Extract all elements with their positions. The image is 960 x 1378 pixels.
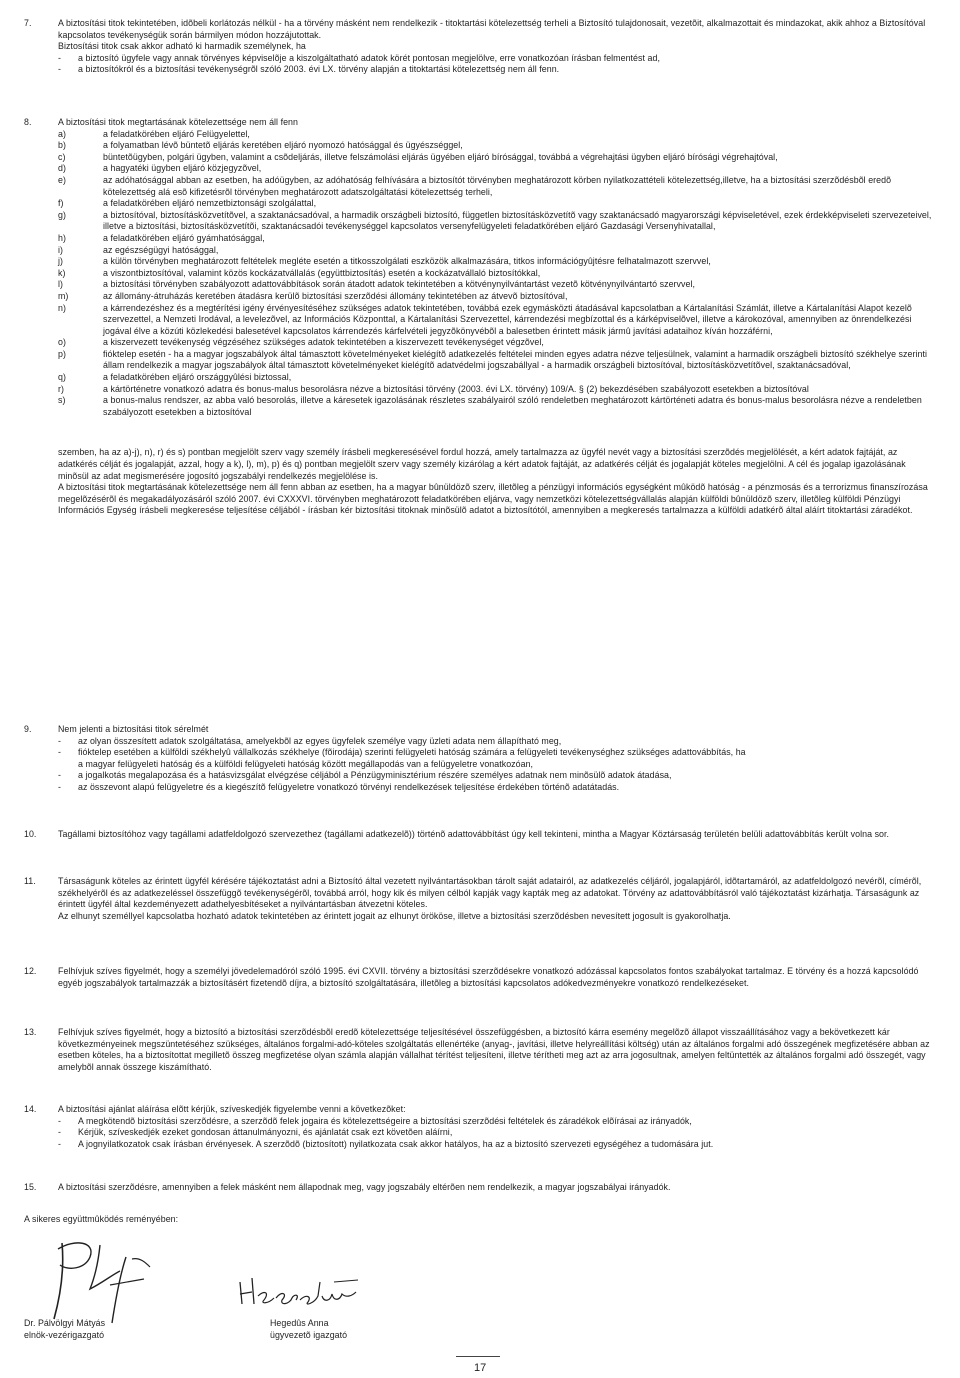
- section-number: 15.: [24, 1182, 37, 1192]
- lettered-item: [58, 303, 936, 338]
- item-letter: p): [58, 348, 66, 359]
- section-7-text: A biztosítási titok tekintetében, idõbeli korlátozás nélkül - ha a törvény másként nem rendelkezik - titoktartási kötelezettség terheli a Biztosító tulajdonosait, vezetõit, alkalmazottait és mindazokat, akik ahhoz a Biztosítóval kapcsolatos tevékenységük során bármilyen módon hozzájutottak.: [58, 18, 926, 40]
- lettered-item: [58, 152, 936, 164]
- item-text: a viszontbiztosítóval, valamint közös kockázatvállalás (együttbiztosítás) esetén a kockázatvállaló biztosítókkal,: [103, 267, 541, 278]
- closing-text: A sikeres együttmûködés reményében:: [24, 1214, 179, 1224]
- page-number: 17: [474, 1362, 487, 1374]
- footer-rule: [456, 1356, 500, 1357]
- signatory-2: [270, 1318, 347, 1341]
- signature-2-image: [234, 1264, 364, 1314]
- lettered-item: [58, 163, 936, 175]
- item-text: a feladatkörében eljáró gyámhatósággal,: [103, 232, 265, 243]
- item-letter: r): [58, 383, 64, 394]
- section-12-text: Felhívjuk szíves figyelmét, hogy a személyi jövedelemadóról szóló 1995. évi CXVII. törvény a biztosítási szerzõdésekre vonatkozó adózással kapcsolatos fontos szabályokat tartalmaz. E törvény és a hozzá kapcsolódó egyéb jogszabályok tartalmazzák a biztosításért fizetendõ díjra, a biztosító szolgáltatására, illetõleg a biztosítási kapcsolatos adókedvezményekre vonatkozó rendelkezéseket.: [58, 966, 919, 988]
- list-item: - A jognyilatkozatok csak írásban érvényesek. A szerzõdõ (biztosított) nyilatkozata csak akkor hatályos, ha az a biztosító szervezeti egységéhez a tudomására jut.: [58, 1139, 936, 1151]
- item-letter: n): [58, 302, 66, 313]
- signature-1-image: [40, 1235, 160, 1325]
- item-text: a feladatkörében eljáró országgyûlési biztossal,: [103, 372, 292, 383]
- item-letter: b): [58, 140, 66, 151]
- list-item: - fióktelep esetében a külföldi székhelyû vállalkozás székhelye (fõirodája) szerinti felügyeleti hatóság számára a felügyeleti tevékenységhez szükséges adattovábbítás, ha a magyar felügyeleti hatóság és a külföldi felügyeleti hatóság között megállapodás van a felügyeletre vonatkozóan,: [58, 747, 936, 770]
- item-text: a biztosítóval, biztosításközvetítõvel, a szaktanácsadóval, a harmadik országbeli biztosító, független biztosításközvetítõ vagy szaktanácsadó magyarországi képviseletével, ezek érdekképviseleti szervezeteivel, illetve a biztosítási, biztosításközvetítõi, szaktanácsadói tevékenységgel kapcsolatos versenyfelügyeleti feladatkörében eljáró Gazdasági Versenyhivatallal,: [103, 209, 932, 232]
- section-9: [24, 724, 936, 794]
- section-15-text: A biztosítási szerzõdésre, amennyiben a felek másként nem állapodnak meg, vagy jogszabály eltérõen nem rendelkezik, a magyar jogszabályai irányadók.: [58, 1182, 671, 1192]
- item-text: a hagyatéki ügyben eljáró közjegyzõvel,: [103, 163, 262, 174]
- item-letter: c): [58, 151, 66, 162]
- section-number: 13.: [24, 1027, 37, 1037]
- item-letter: m): [58, 290, 69, 301]
- item-text: a kártörténetre vonatkozó adatra és bonus-malus besorolásra nézve a biztosítási törvény (2003. évi LX. törvény) 109/A. § (2) bekezdésében szabályozott esetekben a biztosítóval: [103, 383, 809, 394]
- section-8-list: [58, 129, 936, 419]
- item-letter: l): [58, 279, 64, 290]
- section-9-intro: Nem jelenti a biztosítási titok sérelmét: [58, 724, 209, 734]
- lettered-item: [58, 175, 936, 198]
- list-item: - a jogalkotás megalapozása és a hatásvizsgálat elvégzése céljából a Pénzügyminisztérium részére személyes adatnak nem minõsülõ adatok átadása,: [58, 770, 936, 782]
- list-item: - az összevont alapú felügyeletre és a kiegészítõ felügyeletre vonatkozó törvényi rendelkezések teljesítése érdekében történõ adatátadás.: [58, 782, 936, 794]
- item-letter: h): [58, 232, 66, 243]
- section-10-text: Tagállami biztosítóhoz vagy tagállami adatfeldolgozó szervezethez (tagállami adatkezelõ)) történõ adattovábbítást úgy kell tekinteni, mintha a Magyar Köztársaság területén belüli adattovábbítás került volna sor.: [58, 829, 890, 839]
- section-number: 8.: [24, 117, 32, 127]
- item-letter: o): [58, 337, 66, 348]
- section-7-intro: Biztosítási titok csak akkor adható ki harmadik személynek, ha: [58, 41, 306, 52]
- section-14: [24, 1104, 936, 1150]
- lettered-item: [58, 256, 936, 268]
- section-number: 11.: [24, 876, 36, 886]
- section-11: [24, 876, 936, 922]
- lettered-item: [58, 198, 936, 210]
- lettered-item: [58, 129, 936, 141]
- item-letter: e): [58, 174, 66, 185]
- list-item: - az olyan összesített adatok szolgáltatása, amelyekbõl az egyes ügyfelek személye vagy üzleti adata nem állapítható meg,: [58, 736, 936, 748]
- item-letter: s): [58, 395, 66, 406]
- lettered-item: [58, 384, 936, 396]
- item-text: a kárrendezéshez és a megtérítési igény érvényesítéséhez szükséges adatok tekintetében, továbbá ezek egymásközti átadásával kapcsolatban a Kártalanítási Számlát, illetve a Kártalanítási Alapot kezelõ szervezettel, a Nemzeti Irodával, a levelezõvel, az Információs Központtal, a Kártalanítási Szervezettel, kárrendezési megbízottal és a kárképviselõvel, illetve a károkozóval, amennyiben az önrendelkezési jogával élve a közúti közlekedési balesetével kapcsolatos kárrendezés kárfelvételi jegyzõkönyvébõl a balesetben érintett másik jármû javítási adataihoz kíván hozzáférni,: [103, 302, 912, 336]
- item-letter: q): [58, 372, 66, 383]
- item-letter: f): [58, 198, 64, 209]
- lettered-item: [58, 279, 936, 291]
- item-text: a biztosítási törvényben szabályozott adattovábbítások során átadott adatok tekintetében a kötvénynyilvántartást vezetõ kötvénynyilvántartó szervvel,: [103, 279, 695, 290]
- lettered-item: [58, 372, 936, 384]
- list-item: - A megkötendõ biztosítási szerzõdésre, a szerzõdõ felek jogaira és kötelezettségeire a biztosítási szerzõdési feltételek és záradékok elõírásai az irányadók,: [58, 1116, 936, 1128]
- lettered-item: [58, 395, 936, 418]
- lettered-item: [58, 337, 936, 349]
- item-letter: j): [58, 256, 64, 267]
- section-11-text-2: Az elhunyt személlyel kapcsolatba hozható adatok tekintetében az érintett jogait az elhunyt örököse, illetve a biztosítási szerzõdésben nevesített jogosult is gyakorolhatja.: [58, 910, 731, 921]
- lettered-item: [58, 268, 936, 280]
- item-text: a feladatkörében eljáró nemzetbiztonsági szolgálattal,: [103, 198, 317, 209]
- item-text: a kiszervezett tevékenység végzéséhez szükséges adatok tekintetében a kiszervezett tevékenységet végzõvel,: [103, 337, 544, 348]
- section-8-intro: A biztosítási titok megtartásának kötelezettsége nem áll fenn: [58, 117, 298, 127]
- section-10: [24, 829, 936, 841]
- section-13-text: Felhívjuk szíves figyelmét, hogy a biztosító a biztosítási szerzõdésbõl eredõ kötelezettsége teljesítésével összefüggésben, a biztosító kárra esemény megelõzõ állapot visszaállításához vagy a bekövetkezett kár következményeinek megszüntetéséhez szükséges, általános forgalmi-adó-köteles szolgáltatás ellenértéke (anyag-, javítási, illetve helyreállítási költség) után az általános forgalmi adó összegének megfizetésére abban az esetben köteles, ha a biztosítottat megilletõ összeg megfizetése olyan számla alapján vállalhat térítést teljesíteni, illetve térítheti meg azt az arra jogosultnak, amelyen feltüntették az általános forgalmi adó összegét, vagy amelybõl annak összege kiszámítható.: [58, 1027, 930, 1072]
- section-11-text: Társaságunk köteles az érintett ügyfél kérésére tájékoztatást adni a Biztosító által vezetett nyilvántartásokban tárolt saját adatairól, az adatkezelés céljáról, jogalapjáról, idõtartamáról, az adatfeldolgozó nevérõl, címérõl, székhelyérõl és az adatkezeléssel összefüggõ tevékenységérõl, továbbá arról, hogy kik és milyen célból kapják vagy kapták meg az adatokat. Törvény az adattovábbításról való tájékoztatást kizárhatja. Társaságunk az érintett ügyfél által kezdeményezett adathelyesbítéseket a nyilvántartásban átvezetni köteles.: [58, 876, 922, 910]
- section-number: 12.: [24, 966, 37, 976]
- section-13: [24, 1027, 936, 1073]
- section-7: [24, 18, 936, 76]
- item-letter: a): [58, 128, 66, 139]
- list-item: - Kérjük, szíveskedjék ezeket gondosan áttanulmányozni, és ajánlatát csak ezt követõen aláírni,: [58, 1127, 936, 1139]
- item-text: a külön törvényben meghatározott feltételek megléte esetén a titkosszolgálati eszközök alkalmazására, titkos információgyûjtésre felhatalmazott szervvel,: [103, 256, 711, 267]
- section-number: 14.: [24, 1104, 37, 1114]
- item-text: a folyamatban lévõ büntetõ eljárás keretében eljáró nyomozó hatósággal és ügyészséggel,: [103, 140, 463, 151]
- lettered-item: [58, 233, 936, 245]
- lettered-item: [58, 245, 936, 257]
- list-item: - a biztosító ügyfele vagy annak törvényes képviselõje a kiszolgáltatható adatok körét pontosan megjelölve, erre vonatkozóan írásban felmentést ad,: [58, 53, 936, 65]
- signatory-title: elnök-vezérigazgató: [24, 1329, 105, 1340]
- section-8: [24, 117, 936, 517]
- lettered-item: [58, 210, 936, 233]
- signatory-name: Dr. Pálvölgyi Mátyás: [24, 1318, 106, 1328]
- section-12: [24, 966, 936, 989]
- item-text: a bonus-malus rendszer, az abba való besorolás, illetve a káresetek igazolásának részletes szabályairól szóló rendeletben meghatározott kártörténeti adatra és bonus-malus besorolásra nézve a rendeletben szabályozott esetekben a biztosítóval: [103, 395, 922, 417]
- item-text: büntetõügyben, polgári ügyben, valamint a csõdeljárás, illetve felszámolási eljárás ügyében eljáró bírósággal, továbbá a végrehajtási ügyben eljáró bírósági végrehajtóval,: [103, 151, 778, 162]
- item-letter: g): [58, 209, 66, 220]
- lettered-item: [58, 291, 936, 303]
- section-8-after-2: A biztosítási titok megtartásának kötelezettsége nem áll fenn abban az esetben, ha a magyar bûnüldözõ szerv, illetõleg a pénzügyi információs egységként mûködõ hatóság - a pénzmosás és a terrorizmus finanszírozása megelõzésérõl és megakadályozásáról szóló 2007. évi CXXXVI. törvényben meghatározott feladatkörében eljárva, vagy nemzetközi kötelezettségvállalás alapján külföldi bûnüldözõ szerv, illetõleg külföldi Pénzügyi Információs Egység írásbeli megkeresése teljesítése céljából - írásban kér biztosítási titoknak minõsülõ adatot a biztosítótól, amennyiben a megkeresés tartalmazza a külföldi adatkérõ által aláírt titoktartási záradékot.: [58, 482, 928, 516]
- signatory-title: ügyvezetõ igazgató: [270, 1329, 348, 1340]
- section-number: 9.: [24, 724, 32, 734]
- section-15: [24, 1182, 936, 1194]
- lettered-item: [58, 140, 936, 152]
- lettered-item: [58, 349, 936, 372]
- item-letter: d): [58, 163, 66, 174]
- section-8-after-1: szemben, ha az a)-j), n), r) és s) pontban megjelölt szerv vagy személy írásbeli megkeresésével fordul hozzá, amely tartalmazza az ügyfél nevét vagy a biztosítási szerzõdés megjelölését, a kért adatok fajtáját, az adatkérés célját és jogalapját, azzal, hogy a k), l), m), p) és q) pontban megjelölt szerv vagy személy kizárólag a kért adatok fajtáját, az adatkérés célját és jogalapját köteles megjelölni. A cél és jogalap igazolásának minõsül az adat megismerésére jogosító jogszabályi rendelkezés megjelölése is.: [58, 447, 906, 481]
- item-text: az egészségügyi hatósággal,: [103, 244, 219, 255]
- signatory-1: [24, 1318, 105, 1341]
- item-letter: i): [58, 244, 64, 255]
- item-text: fióktelep esetén - ha a magyar jogszabályok által támasztott követelményeket kielégítõ adatkezelés feltételei minden egyes adatra nézve teljesülnek, valamint a harmadik országbeli biztosító székhelye szerinti állam rendelkezik a magyar jogszabályok által támasztott követelményeket kielégítõ adatvédelmi jogszabállyal - a harmadik országbeli biztosítóval, biztosításközvetítõvel, szaktanácsadóval,: [103, 348, 927, 371]
- section-number: 7.: [24, 18, 32, 28]
- item-text: az állomány-átruházás keretében átadásra kerülõ biztosítási szerzõdési állomány tekintetében az átvevõ biztosítóval,: [103, 290, 568, 301]
- item-letter: k): [58, 267, 66, 278]
- item-text: az adóhatósággal abban az esetben, ha adóügyben, az adóhatóság felhívására a biztosítót törvényben meghatározott körben nyilatkozattételi kötelezettség,illetve, ha a biztosítási szerzõdésbõl eredõ kötelezettség alá esõ kifizetésrõl törvényben meghatározott adatszolgáltatási kötelezettség terheli,: [103, 174, 892, 197]
- item-text: a feladatkörében eljáró Felügyelettel,: [103, 128, 250, 139]
- section-number: 10.: [24, 829, 37, 839]
- list-item: - a biztosítókról és a biztosítási tevékenységrõl szóló 2003. évi LX. törvény alapján a titoktartási kötelezettség nem áll fenn.: [58, 64, 936, 76]
- section-14-intro: A biztosítási ajánlat aláírása elõtt kérjük, szíveskedjék figyelembe venni a következõket:: [58, 1104, 406, 1114]
- signatory-name: Hegedûs Anna: [270, 1318, 329, 1328]
